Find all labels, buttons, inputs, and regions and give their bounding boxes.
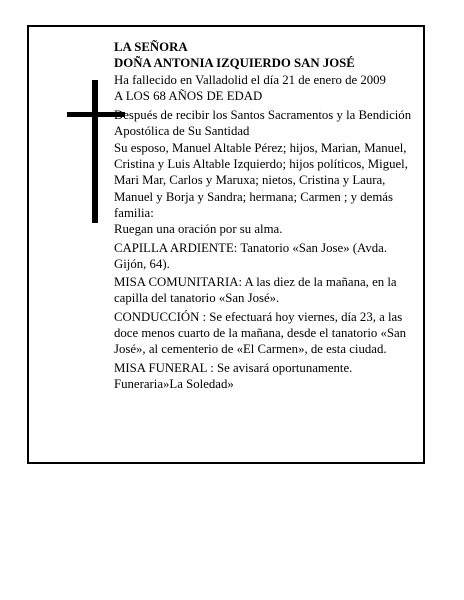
- age-line: A LOS 68 AÑOS DE EDAD: [114, 88, 263, 103]
- family-list: Su esposo, Manuel Altable Pérez; hijos, Marian, Manuel, Cristina y Luis Altable Izquierdo; hijos políticos, Miguel, Mari Mar, Carlos y Maruxa; nietos, Cristina y Laura, Manuel y Borja y Sandra; hermana; Carmen ; y demás familia:: [114, 140, 408, 220]
- funeral-home: Funeraria»La Soledad»: [114, 376, 234, 391]
- cross-vertical-bar: [92, 80, 98, 223]
- death-line: Ha fallecido en Valladolid el día 21 de enero de 2009: [114, 72, 386, 87]
- procession-info: CONDUCCIÓN : Se efectuará hoy viernes, día 23, a las doce menos cuarto de la mañana, desde el tanatorio «San José», al cementerio de «El Carmen», de esta ciudad.: [114, 309, 407, 357]
- funeral-mass-info: MISA FUNERAL : Se avisará oportunamente.: [114, 360, 353, 375]
- chapel-info: CAPILLA ARDIENTE: Tanatorio «San Jose» (Avda. Gijón, 64).: [114, 240, 388, 271]
- obituary-text: [114, 39, 420, 392]
- sacraments-line: Después de recibir los Santos Sacramentos y la Bendición Apostólica de Su Santidad: [114, 108, 412, 139]
- community-mass-info: MISA COMUNITARIA: A las diez de la mañana, en la capilla del tanatorio «San José».: [114, 275, 397, 306]
- deceased-name: DOÑA ANTONIA IZQUIERDO SAN JOSÉ: [114, 56, 355, 71]
- obituary-title-line: LA SEÑORA: [114, 40, 188, 54]
- prayer-line: Ruegan una oración por su alma.: [114, 222, 283, 237]
